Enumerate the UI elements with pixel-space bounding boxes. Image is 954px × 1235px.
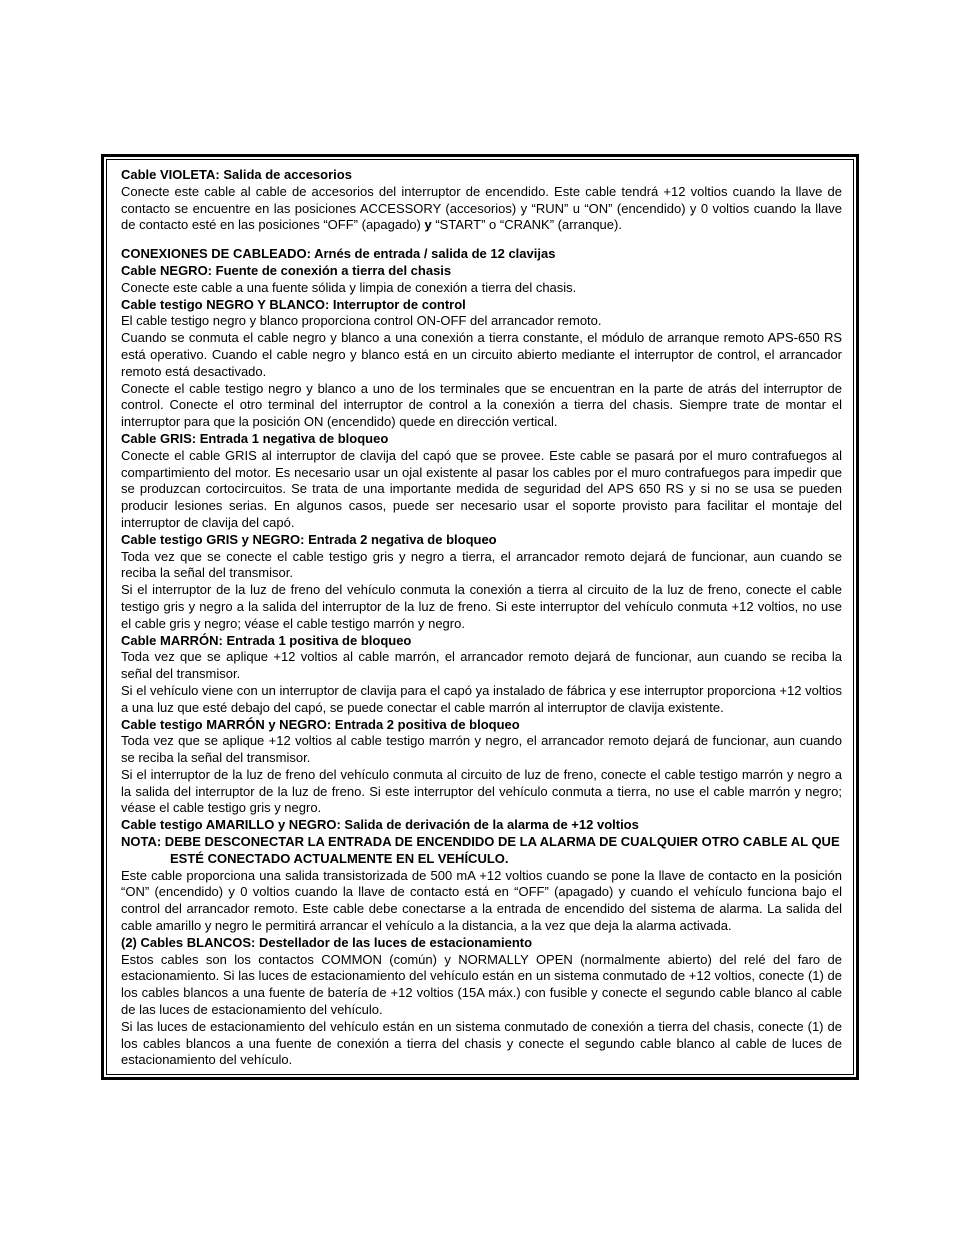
negro-paragraph: Conecte este cable a una fuente sólida y limpia de conexión a tierra del chasis. bbox=[121, 279, 577, 295]
marron-paragraph-1: Toda vez que se aplique +12 voltios al cable marrón, el arrancador remoto dejará de funcionar, aun cuando se reciba la señal del transmisor. bbox=[121, 649, 842, 682]
negro-blanco-paragraph-2: Cuando se conmuta el cable negro y blanco a una conexión a tierra constante, el módulo de arranque remoto APS-650 RS está operativo. Cuando el cable negro y blanco está en un circuito abierto mediante el interruptor de control, el arrancador remoto está desactivado. bbox=[121, 330, 842, 379]
gris-negro-paragraph-1: Toda vez que se conecte el cable testigo gris y negro a tierra, el arrancador remoto dejará de funcionar, aun cuando se reciba la señal del transmisor. bbox=[121, 548, 842, 581]
negro-heading: Cable NEGRO: Fuente de conexión a tierra del chasis bbox=[121, 262, 452, 278]
marron-negro-heading: Cable testigo MARRÓN y NEGRO: Entrada 2 positiva de bloqueo bbox=[121, 716, 520, 732]
document-frame-inner bbox=[106, 159, 854, 1075]
blancos-paragraph-2: Si las luces de estacionamiento del vehículo están en un sistema conmutado de conexión a tierra del chasis, conecte (1) de los cables blancos a una fuente de conexión a tierra del chasis y conecte el segundo cable blanco al cable de luces de estacionamiento del vehículo. bbox=[121, 1018, 842, 1068]
violeta-text-a: Conecte este cable al cable de accesorios del interruptor de encendido. Este cable tendrá +12 voltios cuando la llave de contacto se encuentre en las posiciones ACCESSORY (accesorios) y “RUN” u “ON” (encendido) y 0 voltios cuando la llave de contacto esté en las posiciones “OFF” (apagado) bbox=[121, 183, 842, 233]
blancos-paragraph-1: Estos cables son los contactos COMMON (común) y NORMALLY OPEN (normalmente abierto) del relé del faro de estacionamiento. Si las luces de estacionamiento del vehículo están en un sistema conmutado de +12 voltios, conecte (1) de los cables blancos a una fuente de batería de +12 voltios (15A máx.) con fusible y conecte el segundo cable blanco al cable de las luces de estacionamiento del vehículo. bbox=[121, 951, 842, 1018]
gris-negro-heading: Cable testigo GRIS y NEGRO: Entrada 2 negativa de bloqueo bbox=[121, 531, 497, 547]
negro-blanco-paragraph-3: Conecte el cable testigo negro y blanco a uno de los terminales que se encuentran en la parte de atrás del interruptor de control. Conecte el otro terminal del interruptor de control a la conexión a tierra del chasis. Siempre trate de montar el interruptor para que la posición ON (encendido) quede en dirección vertical. bbox=[121, 380, 842, 430]
conexiones-heading: CONEXIONES DE CABLEADO: Arnés de entrada / salida de 12 clavijas bbox=[121, 246, 556, 262]
negro-blanco-paragraph-1: El cable testigo negro y blanco proporciona control ON-OFF del arrancador remoto. bbox=[121, 313, 602, 329]
marron-heading: Cable MARRÓN: Entrada 1 positiva de bloqueo bbox=[121, 632, 412, 648]
violeta-text-bold: y bbox=[424, 217, 432, 233]
violeta-paragraph bbox=[121, 184, 842, 234]
amarillo-heading: Cable testigo AMARILLO y NEGRO: Salida de derivación de la alarma de +12 voltios bbox=[121, 817, 639, 833]
violeta-heading: Cable VIOLETA: Salida de accesorios bbox=[121, 167, 352, 182]
nota-warning: NOTA: DEBE DESCONECTAR LA ENTRADA DE ENCENDIDO DE LA ALARMA DE CUALQUIER OTRO CABLE AL QUE ESTÉ CONECTADO ACTUALMENTE EN EL VEHÍCULO. bbox=[121, 834, 840, 866]
marron-negro-paragraph-2: Si el interruptor de la luz de freno del vehículo conmuta al circuito de luz de freno, conecte el cable testigo marrón y negro a la salida del interruptor de la luz de freno. Si este interruptor del vehículo conmuta a tierra, no use el cable marrón y negro; véase el cable testigo gris y negro. bbox=[121, 766, 842, 816]
marron-negro-paragraph-1: Toda vez que se aplique +12 voltios al cable testigo marrón y negro, el arrancador remoto dejará de funcionar, aun cuando se reciba la señal del transmisor. bbox=[121, 733, 842, 766]
gris-paragraph: Conecte el cable GRIS al interruptor de clavija del capó que se provee. Este cable se pasará por el muro contrafuegos al compartimiento del motor. Es necesario usar un ojal existente al pasar los cables por el muro contrafuegos para impedir que se produzcan cortocircuitos. Se trata de una importante medida de seguridad del APS 650 RS y si no se usa se pueden producir lesiones serias. En algunos casos, puede ser necesario usar el soporte provisto para facilitar el montaje del interruptor de clavija del capó. bbox=[121, 447, 842, 530]
gris-negro-paragraph-2: Si el interruptor de la luz de freno del vehículo conmuta la conexión a tierra al circuito de la luz de freno, conecte el cable testigo gris y negro a la salida del interruptor de la luz de freno. Si este interruptor del vehículo conmuta +12 voltios, no use el cable gris y negro; véase el cable testigo marrón y negro. bbox=[121, 582, 842, 631]
gris-heading: Cable GRIS: Entrada 1 negativa de bloqueo bbox=[121, 430, 389, 446]
marron-paragraph-2: Si el vehículo viene con un interruptor de clavija para el capó ya instalado de fábrica y ese interruptor proporciona +12 voltios a una luz que esté debajo del capó, se puede conectar el cable marrón al interruptor de clavija existente. bbox=[121, 682, 842, 715]
blancos-heading: (2) Cables BLANCOS: Destellador de las luces de estacionamiento bbox=[121, 934, 533, 950]
document-frame bbox=[101, 154, 859, 1080]
violeta-text-b: “START” o “CRANK” (arranque). bbox=[431, 217, 622, 233]
section-spacer bbox=[121, 234, 842, 246]
document-content bbox=[121, 167, 842, 1069]
negro-blanco-heading: Cable testigo NEGRO Y BLANCO: Interruptor de control bbox=[121, 296, 466, 312]
amarillo-paragraph: Este cable proporciona una salida transistorizada de 500 mA +12 voltios cuando se pone la llave de contacto en la posición “ON” (encendido) y 0 voltios cuando la llave de contacto está en “OFF” (apagado) y cuando el vehículo funciona bajo el control del arrancador remoto. Este cable debe conectarse a la entrada de encendido del sistema de alarma. La salida del cable amarillo y negro le permitirá arrancar el vehículo a la distancia, a la vez que deja la alarma activada. bbox=[121, 867, 842, 934]
